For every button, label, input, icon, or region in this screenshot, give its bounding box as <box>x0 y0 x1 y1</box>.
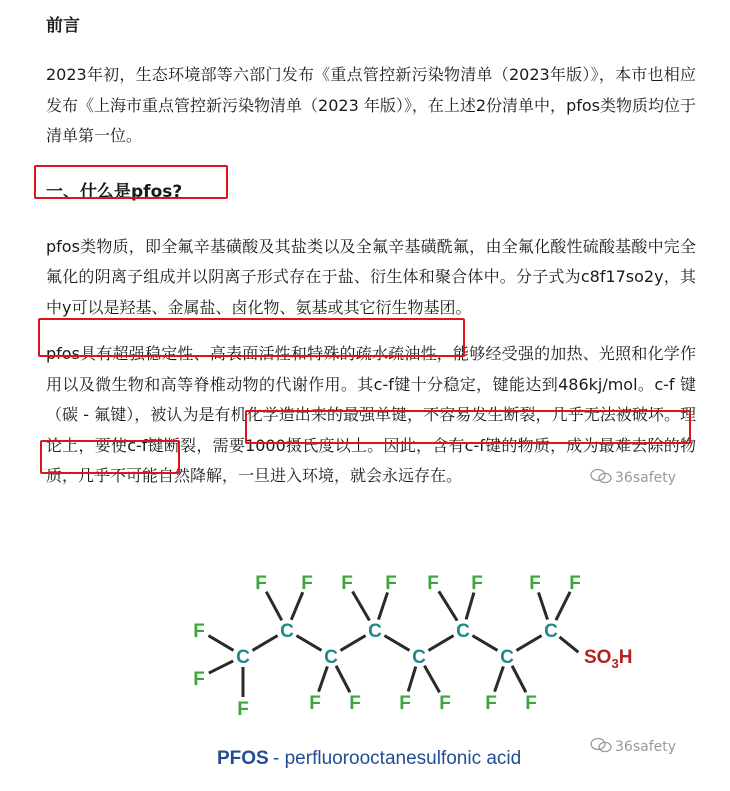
carbon-atom: C <box>412 647 426 668</box>
fluorine-atom: F <box>193 669 205 690</box>
carbon-fluorine-bond <box>466 593 474 620</box>
carbon-carbon-bond <box>472 636 497 651</box>
pfos-molecule-diagram <box>185 510 655 790</box>
carbon-atom: C <box>236 647 250 668</box>
fluorine-atom: F <box>255 573 267 594</box>
fluorine-atom: F <box>301 573 313 594</box>
carbon-sulfur-bond <box>560 637 579 652</box>
carbon-atom: C <box>324 647 338 668</box>
carbon-fluorine-bond <box>556 592 570 620</box>
watermark-text: 36safety <box>615 470 677 486</box>
carbon-atom: C <box>456 621 470 642</box>
highlight-box-cf-bond <box>40 440 180 474</box>
fluorine-atom: F <box>439 693 451 714</box>
carbon-fluorine-bond <box>408 667 416 692</box>
figure-caption-rest: - perfluorooctanesulfonic acid <box>273 748 522 769</box>
pfos-structure-figure <box>185 510 655 790</box>
fluorine-atom: F <box>427 573 439 594</box>
carbon-fluorine-bond <box>319 666 328 691</box>
watermark-top <box>590 468 676 488</box>
fluorine-atom: F <box>471 573 483 594</box>
carbon-fluorine-bond <box>266 592 282 621</box>
fluorine-atom: F <box>349 693 361 714</box>
carbon-fluorine-bond <box>439 591 457 620</box>
figure-caption-bold: PFOS <box>217 748 269 769</box>
wechat-icon <box>590 468 612 488</box>
definition-paragraph: pfos类物质，即全氟辛基磺酸及其盐类以及全氟辛基磺酰氟，由全氟化酸性硫酸基酸中完全氟化的阴离子组成并以阴离子形式存在于盐、衍生体和聚合体中。分子式为c8f17so2y，其中y可以是羟基、金属盐、卤化物、氨基或其它衍生物基团。 <box>46 236 696 317</box>
carbon-fluorine-bond <box>512 666 526 692</box>
carbon-atom: C <box>280 621 294 642</box>
carbon-carbon-bond <box>516 636 541 651</box>
wechat-icon <box>590 737 612 757</box>
fluorine-atom: F <box>485 693 497 714</box>
highlight-box-section-title <box>34 165 228 199</box>
carbon-carbon-bond <box>252 636 277 651</box>
fluorine-atom: F <box>569 573 581 594</box>
carbon-fluorine-bond <box>291 592 303 620</box>
carbon-atom: C <box>500 647 514 668</box>
carbon-fluorine-bond <box>208 636 233 651</box>
carbon-fluorine-bond <box>353 592 370 621</box>
carbon-carbon-bond <box>384 636 409 651</box>
sulfonate-group: $SO_3H$ <box>584 647 633 671</box>
watermark-bottom <box>590 737 676 757</box>
highlight-box-temperature <box>245 410 691 444</box>
preface-paragraph: 2023年初，生态环境部等六部门发布《重点管控新污染物清单（2023年版）》，本市也相应发布《上海市重点管控新污染物清单（2023 年版）》，在上述2份清单中，pfos类物质均位于清单第一位。 <box>46 65 696 145</box>
carbon-carbon-bond <box>296 636 321 651</box>
carbon-carbon-bond <box>428 636 453 651</box>
fluorine-atom: F <box>309 693 321 714</box>
carbon-atom: C <box>544 621 558 642</box>
carbon-fluorine-bond <box>424 666 439 693</box>
fluorine-atom: F <box>525 693 537 714</box>
fluorine-atom: F <box>529 573 541 594</box>
carbon-fluorine-bond <box>336 666 350 692</box>
carbon-fluorine-bond <box>378 592 387 619</box>
watermark-text: 36safety <box>615 739 677 755</box>
fluorine-atom: F <box>385 573 397 594</box>
preface-title: 前言 <box>46 16 80 36</box>
fluorine-atom: F <box>341 573 353 594</box>
section-title: 一、什么是pfos? <box>46 181 183 202</box>
carbon-fluorine-bond <box>495 666 504 691</box>
carbon-fluorine-bond <box>538 592 547 619</box>
fluorine-atom: F <box>193 621 205 642</box>
carbon-atom: C <box>368 621 382 642</box>
carbon-carbon-bond <box>340 636 365 651</box>
highlight-box-properties <box>38 318 465 357</box>
carbon-fluorine-bond <box>209 661 233 673</box>
fluorine-atom: F <box>399 693 411 714</box>
property-paragraph: pfos具有超强稳定性、高表面活性和特殊的疏水疏油性，能够经受强的加热、光照和化学作用以及微生物和高等脊椎动物的代谢作用。其c-f键十分稳定，键能达到486kj/mol。c-f 键（碳 - 氟键），被认为是有机化学造出来的最强单键，不容易发生断裂，几乎无法被破坏。理论上，要使c-f键断裂，需要1000摄氏度以上。因此，含有c-f键的物质，成为最难去除的物质，几乎不可能自然降解，一旦进入环境，就会永远存在。 <box>46 344 696 485</box>
fluorine-atom: F <box>237 699 249 720</box>
